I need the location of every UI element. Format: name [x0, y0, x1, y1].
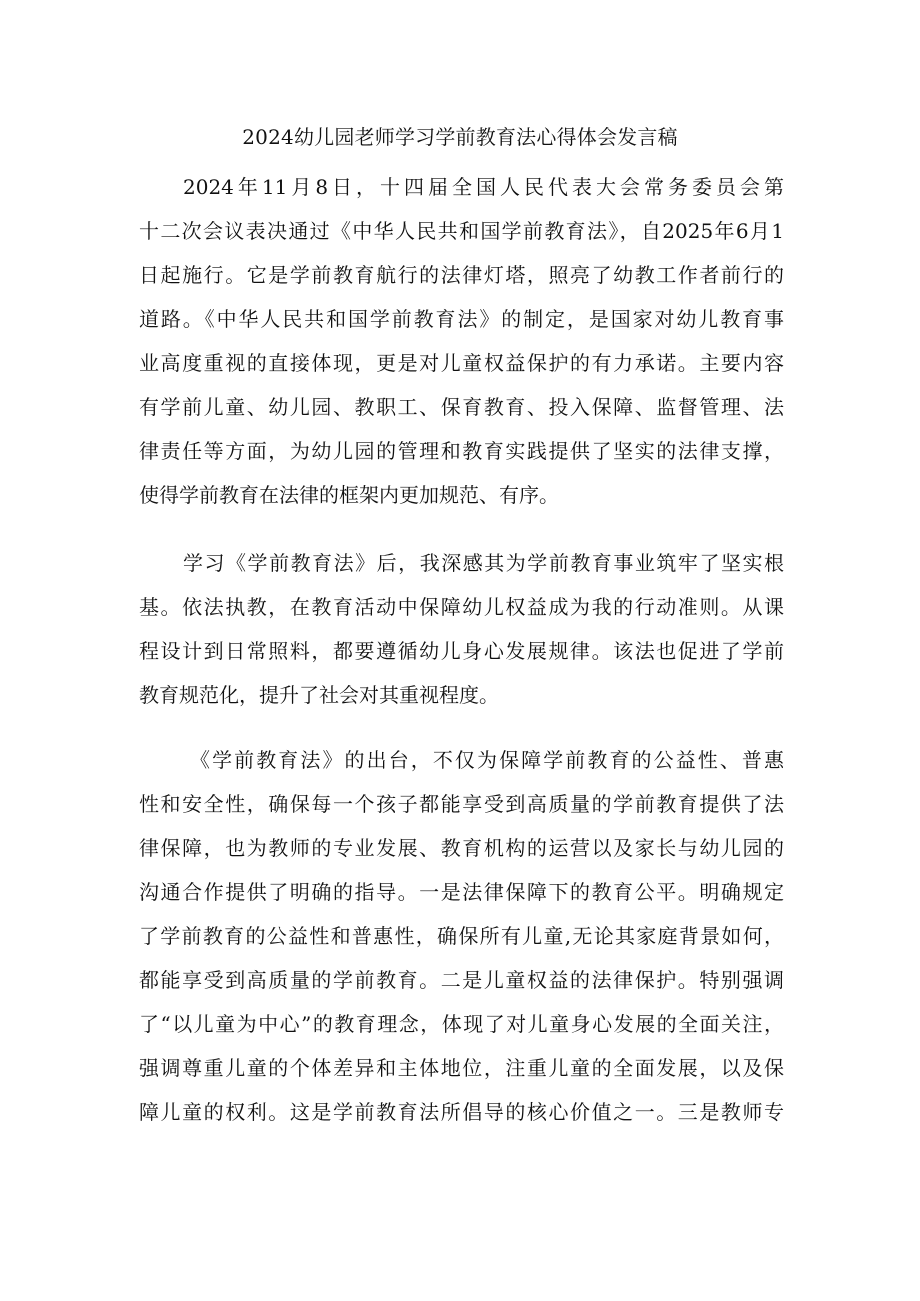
paragraph-1-line-4: 道路。《中华人民共和国学前教育法》的制定，是国家对幼儿教育事 [139, 307, 784, 331]
paragraph-1-line-8: 使得学前教育在法律的框架内更加规范、有序。 [139, 483, 559, 507]
paragraph-3-line-2: 性和安全性，确保每一个孩子都能享受到高质量的学前教育提供了法 [139, 792, 784, 816]
paragraph-2-line-3: 程设计到日常照料，都要遵循幼儿身心发展规律。该法也促进了学前 [139, 639, 784, 663]
paragraph-1-line-1: 2024年11月8日，十四届全国人民代表大会常务委员会第 [183, 175, 784, 199]
paragraph-3-line-7: 了“以儿童为中心”的教育理念，体现了对儿童身心发展的全面关注， [139, 1012, 784, 1036]
paragraph-1-line-7: 律责任等方面，为幼儿园的管理和教育实践提供了坚实的法律支撑， [139, 439, 784, 463]
paragraph-3-line-5: 了学前教育的公益性和普惠性，确保所有儿童,无论其家庭背景如何， [139, 924, 784, 948]
paragraph-3-line-4: 沟通合作提供了明确的指导。一是法律保障下的教育公平。明确规定 [139, 880, 784, 904]
paragraph-1-line-3: 日起施行。它是学前教育航行的法律灯塔，照亮了幼教工作者前行的 [139, 263, 784, 287]
paragraph-2-line-1: 学习《学前教育法》后，我深感其为学前教育事业筑牢了坚实根 [183, 551, 784, 575]
paragraph-3-line-1: 《学前教育法》的出台，不仅为保障学前教育的公益性、普惠 [190, 748, 784, 772]
paragraph-3-line-9: 障儿童的权利。这是学前教育法所倡导的核心价值之一。三是教师专 [139, 1100, 784, 1124]
paragraph-3-line-6: 都能享受到高质量的学前教育。二是儿童权益的法律保护。特别强调 [139, 968, 784, 992]
paragraph-2-line-4: 教育规范化，提升了社会对其重视程度。 [139, 683, 499, 707]
paragraph-3-line-3: 律保障，也为教师的专业发展、教育机构的运营以及家长与幼儿园的 [139, 836, 784, 860]
paragraph-3-line-8: 强调尊重儿童的个体差异和主体地位，注重儿童的全面发展，以及保 [139, 1056, 784, 1080]
paragraph-1-line-2: 十二次会议表决通过《中华人民共和国学前教育法》，自2025年6月1 [139, 219, 784, 243]
paragraph-1-line-6: 有学前儿童、幼儿园、教职工、保育教育、投入保障、监督管理、法 [139, 395, 784, 419]
paragraph-1-line-5: 业高度重视的直接体现，更是对儿童权益保护的有力承诺。主要内容 [139, 351, 784, 375]
paragraph-2-line-2: 基。依法执教，在教育活动中保障幼儿权益成为我的行动准则。从课 [139, 595, 784, 619]
document-title: 2024幼儿园老师学习学前教育法心得体会发言稿 [242, 125, 678, 149]
